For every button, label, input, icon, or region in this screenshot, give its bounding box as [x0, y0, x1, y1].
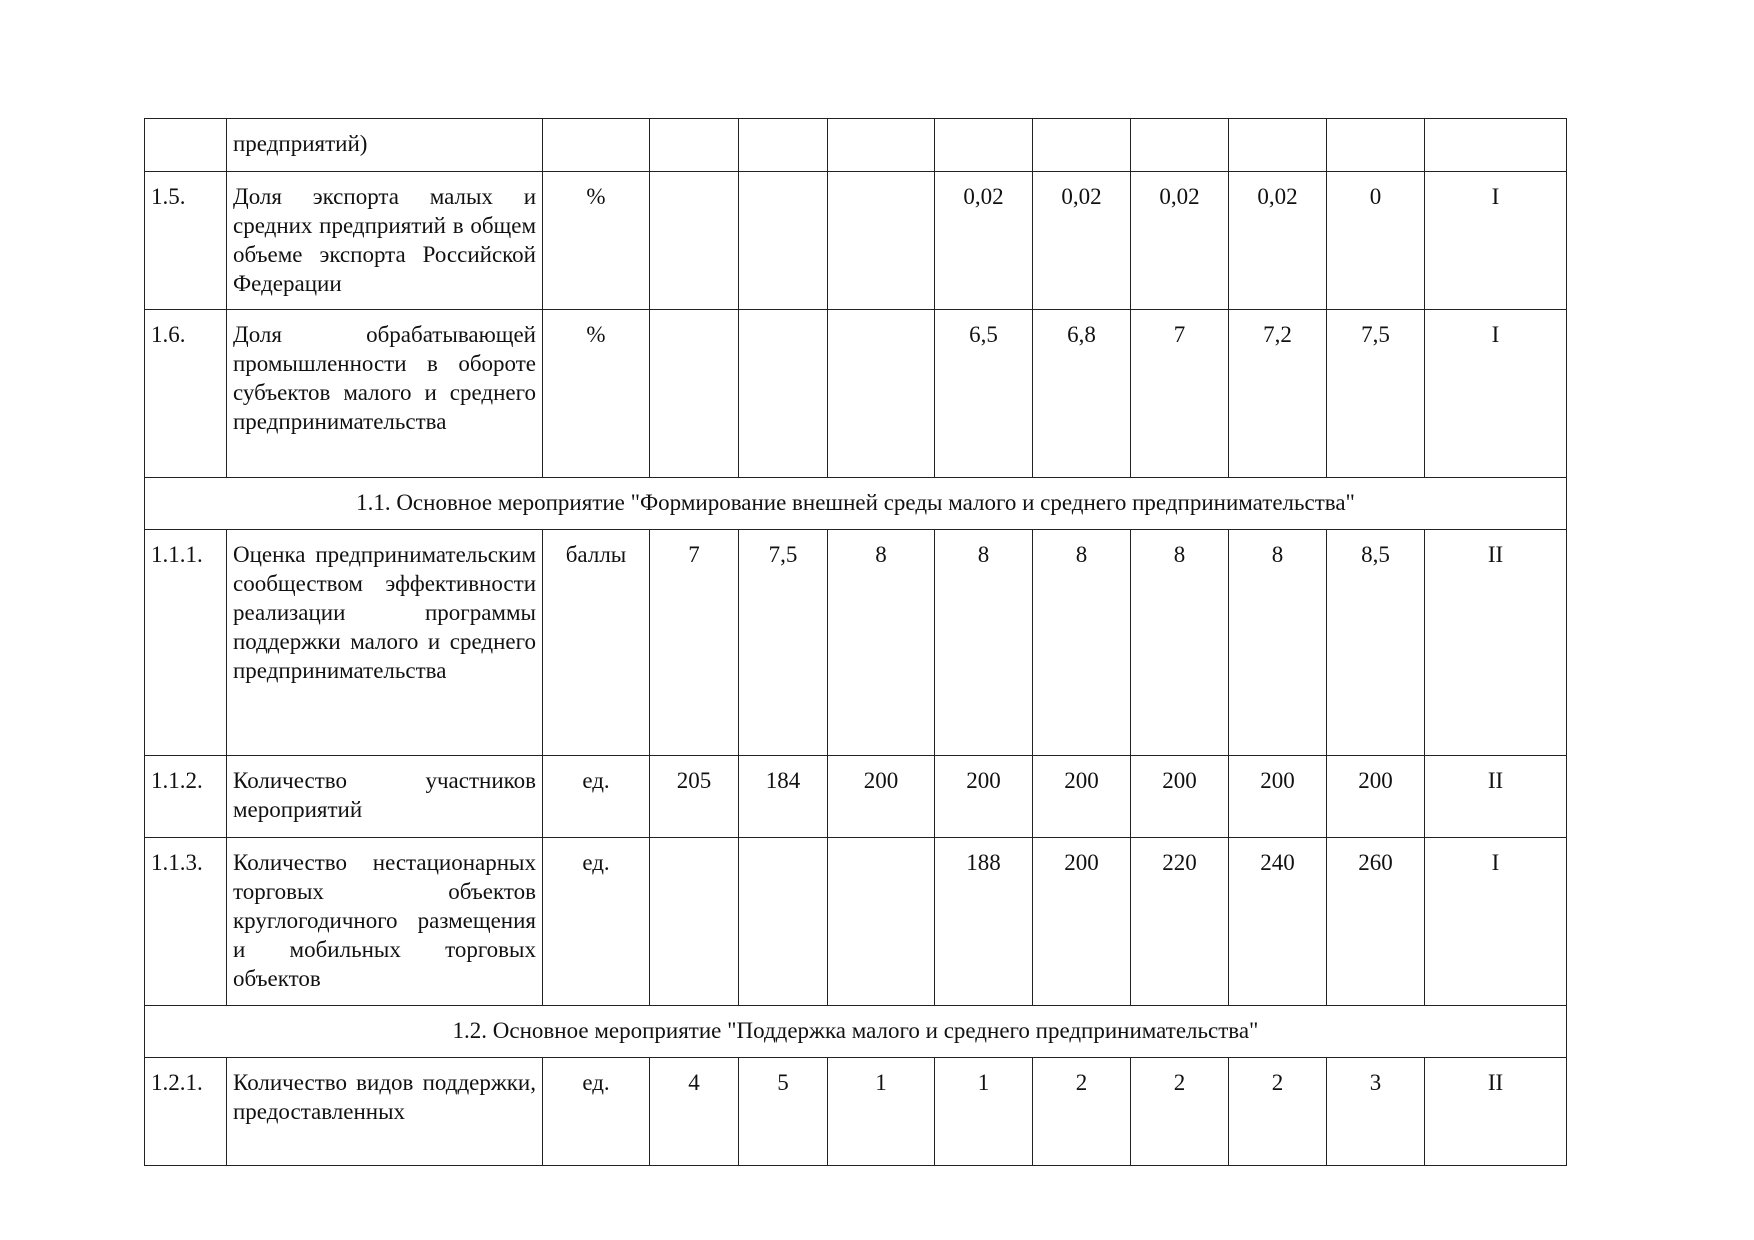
value-cell: 0,02	[1229, 172, 1327, 310]
indicator-name: Доля экспорта малых и средних предприятий в общем объеме экспорта Российской Федерации	[227, 172, 543, 310]
value-cell	[828, 838, 935, 1006]
value-cell: 8	[1131, 530, 1229, 756]
value-cell: 8,5	[1327, 530, 1425, 756]
value-cell: 0,02	[1131, 172, 1229, 310]
row-number	[145, 119, 227, 172]
value-cell	[650, 172, 739, 310]
value-cell: 205	[650, 756, 739, 838]
table-row	[145, 1058, 1567, 1166]
value-cell: 2	[1131, 1058, 1229, 1166]
value-cell: 7,5	[739, 530, 828, 756]
row-number: 1.1.3.	[145, 838, 227, 1006]
value-cell: 2	[1229, 1058, 1327, 1166]
value-cell: 200	[1131, 756, 1229, 838]
value-cell: 220	[1131, 838, 1229, 1006]
value-cell: 7	[1131, 310, 1229, 478]
indicators-table	[144, 118, 1567, 1166]
value-cell	[1229, 119, 1327, 172]
value-cell	[828, 119, 935, 172]
unit-cell	[543, 119, 650, 172]
value-cell: 200	[935, 756, 1033, 838]
value-cell	[739, 119, 828, 172]
value-cell: 8	[935, 530, 1033, 756]
category-cell: II	[1425, 756, 1567, 838]
value-cell: 200	[1327, 756, 1425, 838]
value-cell	[650, 310, 739, 478]
value-cell	[828, 310, 935, 478]
category-cell: II	[1425, 530, 1567, 756]
row-number: 1.5.	[145, 172, 227, 310]
section-heading: 1.2. Основное мероприятие "Поддержка малого и среднего предпринимательства"	[145, 1006, 1567, 1058]
value-cell	[1131, 119, 1229, 172]
row-number: 1.6.	[145, 310, 227, 478]
unit-cell: ед.	[543, 838, 650, 1006]
value-cell: 6,5	[935, 310, 1033, 478]
category-cell: I	[1425, 838, 1567, 1006]
indicator-name: Количество участников мероприятий	[227, 756, 543, 838]
value-cell	[739, 310, 828, 478]
category-cell	[1425, 119, 1567, 172]
value-cell: 188	[935, 838, 1033, 1006]
value-cell: 2	[1033, 1058, 1131, 1166]
indicator-name: Доля обрабатывающей промышленности в обороте субъектов малого и среднего предпринимательства	[227, 310, 543, 478]
value-cell: 8	[1033, 530, 1131, 756]
value-cell: 8	[1229, 530, 1327, 756]
value-cell: 4	[650, 1058, 739, 1166]
value-cell	[650, 119, 739, 172]
value-cell	[739, 172, 828, 310]
row-number: 1.1.1.	[145, 530, 227, 756]
value-cell: 7,5	[1327, 310, 1425, 478]
value-cell	[935, 119, 1033, 172]
table-row	[145, 119, 1567, 172]
unit-cell: баллы	[543, 530, 650, 756]
value-cell: 200	[1033, 756, 1131, 838]
value-cell: 6,8	[1033, 310, 1131, 478]
category-cell: I	[1425, 310, 1567, 478]
value-cell: 7	[650, 530, 739, 756]
category-cell: I	[1425, 172, 1567, 310]
value-cell: 5	[739, 1058, 828, 1166]
value-cell: 1	[935, 1058, 1033, 1166]
indicator-name: Количество видов поддержки, предоставленных	[227, 1058, 543, 1166]
table-row	[145, 172, 1567, 310]
value-cell: 200	[1033, 838, 1131, 1006]
value-cell	[828, 172, 935, 310]
table-row	[145, 530, 1567, 756]
table-row	[145, 838, 1567, 1006]
section-heading: 1.1. Основное мероприятие "Формирование внешней среды малого и среднего предпринимательства"	[145, 478, 1567, 530]
value-cell: 260	[1327, 838, 1425, 1006]
indicator-name: Количество нестационарных торговых объектов круглогодичного размещения и мобильных торговых объектов	[227, 838, 543, 1006]
indicator-name: предприятий)	[227, 119, 543, 172]
table-row	[145, 756, 1567, 838]
row-number: 1.1.2.	[145, 756, 227, 838]
category-cell: II	[1425, 1058, 1567, 1166]
value-cell	[650, 838, 739, 1006]
value-cell: 1	[828, 1058, 935, 1166]
value-cell: 0,02	[1033, 172, 1131, 310]
unit-cell: %	[543, 310, 650, 478]
value-cell	[1033, 119, 1131, 172]
value-cell: 184	[739, 756, 828, 838]
value-cell: 7,2	[1229, 310, 1327, 478]
section-row	[145, 1006, 1567, 1058]
row-number: 1.2.1.	[145, 1058, 227, 1166]
value-cell: 3	[1327, 1058, 1425, 1166]
value-cell: 0,02	[935, 172, 1033, 310]
unit-cell: %	[543, 172, 650, 310]
section-row	[145, 478, 1567, 530]
value-cell: 0	[1327, 172, 1425, 310]
value-cell: 200	[828, 756, 935, 838]
unit-cell: ед.	[543, 1058, 650, 1166]
unit-cell: ед.	[543, 756, 650, 838]
value-cell	[739, 838, 828, 1006]
value-cell: 8	[828, 530, 935, 756]
value-cell: 240	[1229, 838, 1327, 1006]
value-cell	[1327, 119, 1425, 172]
indicator-name: Оценка предпринимательским сообществом эффективности реализации программы поддержки малого и среднего предпринимательства	[227, 530, 543, 756]
value-cell: 200	[1229, 756, 1327, 838]
table-row	[145, 310, 1567, 478]
